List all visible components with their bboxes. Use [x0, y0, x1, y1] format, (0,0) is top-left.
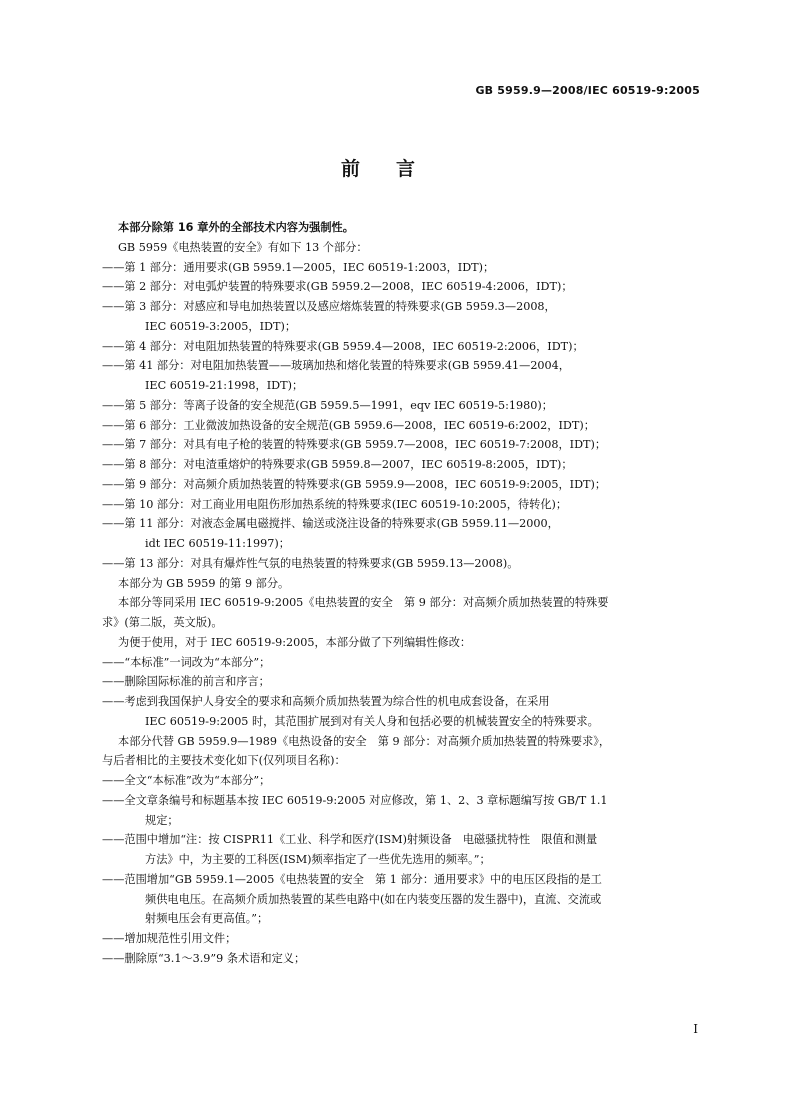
- list-item-part-7: ——第 7 部分：对具有电子枪的装置的特殊要求(GB 5959.7—2008，IEC 60519-7:2008，IDT)；: [102, 438, 607, 452]
- list-item-part-10: ——第 10 部分：对工商业用电阻伤形加热系统的特殊要求(IEC 60519-10:2005，待转化)；: [102, 497, 568, 511]
- list-item-editorial-1: ——“本标准”一词改为“本部分”；: [102, 655, 271, 669]
- text-line-replaces: 本部分代替 GB 5959.9—1989《电热设备的安全 第 9 部分：对高频介质加热装置的特殊要求》，: [118, 734, 611, 748]
- list-item-part-9: ——第 9 部分：对高频介质加热装置的特殊要求(GB 5959.9—2008，IEC 60519-9:2005，IDT)；: [102, 477, 607, 491]
- list-item-part-13: ——第 13 部分：对具有爆炸性气氛的电热装置的特殊要求(GB 5959.13—2008)。: [102, 556, 519, 570]
- list-item-part-2: ——第 2 部分：对电弧炉装置的特殊要求(GB 5959.2—2008，IEC 60519-4:2006，IDT)；: [102, 280, 573, 294]
- list-item-part-41: ——第 41 部分：对电阻加热装置——玻璃加热和熔化装置的特殊要求(GB 5959.41—2004，: [102, 359, 570, 373]
- page-title: 前言: [340, 158, 451, 180]
- list-item-part-8: ——第 8 部分：对电渣重熔炉的特殊要求(GB 5959.8—2007，IEC 60519-8:2005，IDT)；: [102, 458, 573, 471]
- text-line-adoption: 本部分等同采用 IEC 60519-9:2005《电热装置的安全 第 9 部分：对高频介质加热装置的特殊要: [118, 596, 609, 610]
- list-item-part-41-cont: IEC 60519-21:1998，IDT)；: [145, 379, 304, 392]
- list-item-change-4: ——范围增加“GB 5959.1—2005《电热装置的安全 第 1 部分：通用要求》中的电压区段指的是工: [102, 872, 602, 886]
- text-line-mandatory-statement: 本部分除第 16 章外的全部技术内容为强制性。: [118, 221, 354, 234]
- list-item-change-3-cont: 方法》中，为主要的工科医(ISM)频率指定了一些优先选用的频率。”；: [145, 853, 491, 866]
- text-line-adoption-cont: 求》(第二版，英文版)。: [102, 616, 223, 629]
- list-item-part-4: ——第 4 部分：对电阻加热装置的特殊要求(GB 5959.4—2008，IEC 60519-2:2006，IDT)；: [102, 339, 584, 353]
- list-item-editorial-3: ——考虑到我国保护人身安全的要求和高频介质加热装置为综合性的机电成套设备，在采用: [102, 695, 550, 708]
- page-number: I: [693, 1022, 698, 1036]
- list-item-change-5: ——增加规范性引用文件；: [102, 932, 237, 945]
- list-item-change-3: ——范围中增加“注：按 CISPR11《工业、科学和医疗(ISM)射频设备 电磁骚扰特性 限值和测量: [102, 833, 598, 847]
- list-item-change-1: ——全文“本标准”改为“本部分”；: [102, 774, 271, 787]
- list-item-change-4-cont2: 射频电压会有更高值。”；: [145, 912, 269, 926]
- list-item-part-3: ——第 3 部分：对感应和导电加热装置以及感应熔炼装置的特殊要求(GB 5959.3—2008，: [102, 300, 556, 313]
- list-item-change-4-cont: 频供电电压。在高频介质加热装置的某些电路中(如在内装变压器的发生器中)，直流、交流或: [145, 892, 602, 906]
- list-item-part-11-cont: idt IEC 60519-11:1997)；: [145, 537, 290, 550]
- text-line-this-part: 本部分为 GB 5959 的第 9 部分。: [118, 576, 290, 590]
- list-item-change-2: ——全文章条编号和标题基本按 IEC 60519-9:2005 对应修改，第 1、2、3 章标题编写按 GB/T 1.1: [102, 793, 608, 807]
- standard-number-header: GB 5959.9—2008/IEC 60519-9:2005: [475, 84, 700, 97]
- list-item-change-2-cont: 规定；: [145, 813, 179, 827]
- list-item-change-6: ——删除原“3.1～3.9”9 条术语和定义；: [102, 951, 306, 965]
- list-item-editorial-3-cont: IEC 60519-9:2005 时，其范围扩展到对有关人身和包括必要的机械装置安全的特殊要求。: [145, 714, 599, 728]
- list-item-editorial-2: ——删除国际标准的前言和序言；: [102, 675, 270, 689]
- list-item-part-1: ——第 1 部分：通用要求(GB 5959.1—2005，IEC 60519-1:2003，IDT)；: [102, 260, 495, 274]
- document-body: [102, 218, 704, 969]
- list-item-part-11: ——第 11 部分：对液态金属电磁搅拌、输送或浇注设备的特殊要求(GB 5959.11—2000，: [102, 517, 559, 531]
- list-item-part-3-cont: IEC 60519-3:2005，IDT)；: [145, 319, 297, 333]
- text-line-replaces-cont: 与后者相比的主要技术变化如下(仅列项目名称)：: [102, 754, 346, 768]
- list-item-part-5: ——第 5 部分：等离子设备的安全规范(GB 5959.5—1991，eqv IEC 60519-5:1980)；: [102, 398, 553, 412]
- text-line-series-intro: GB 5959《电热装置的安全》有如下 13 个部分：: [118, 240, 368, 254]
- list-item-part-6: ——第 6 部分：工业微波加热设备的安全规范(GB 5959.6—2008，IEC 60519-6:2002，IDT)；: [102, 418, 595, 432]
- text-line-editorial-intro: 为便于使用，对于 IEC 60519-9:2005，本部分做了下列编辑性修改：: [118, 635, 472, 649]
